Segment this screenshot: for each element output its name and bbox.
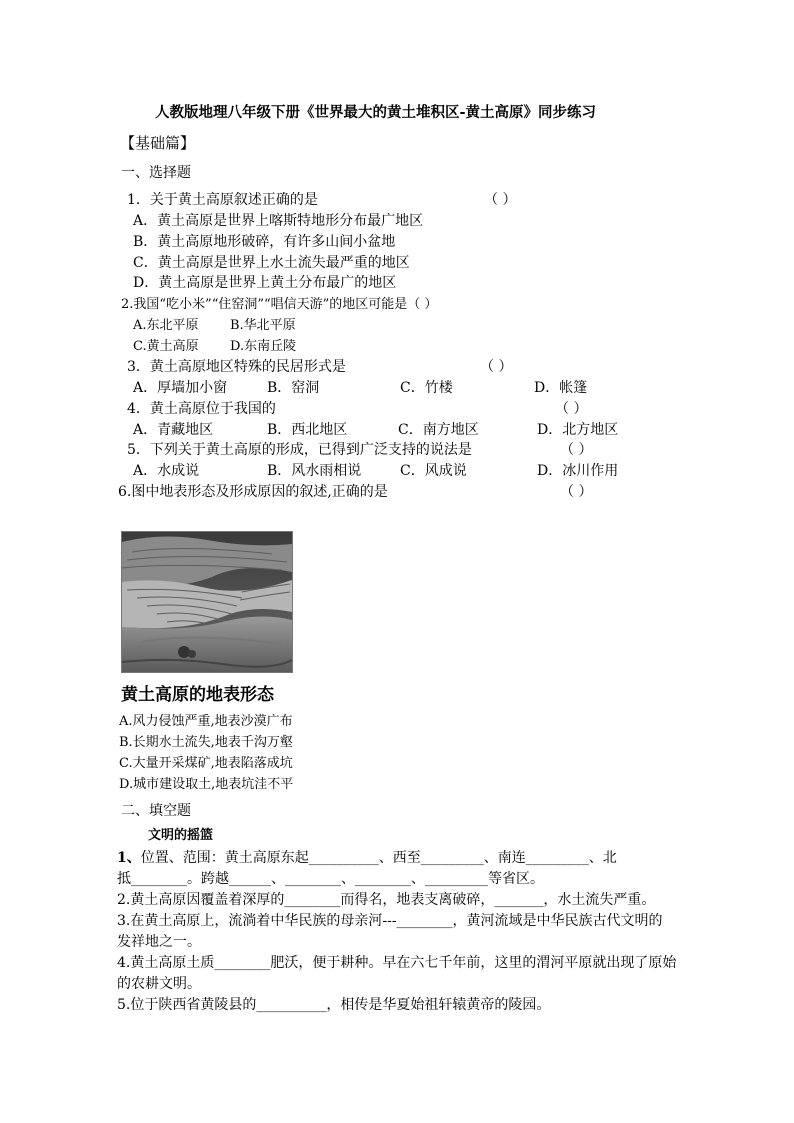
fill-4-line-2: 的农耕文明。 bbox=[117, 976, 201, 992]
question-4-option-a: A．青藏地区 bbox=[133, 422, 214, 438]
fill-5: 5.位于陕西省黄陵县的__________，相传是华夏始祖轩辕黄帝的陵园。 bbox=[117, 997, 551, 1013]
question-2-option-b: B.华北平原 bbox=[230, 318, 296, 333]
question-5-option-d: D．冰川作用 bbox=[537, 463, 619, 479]
question-1-option-b: B．黄土高原地形破碎，有许多山间小盆地 bbox=[133, 234, 396, 250]
loess-plateau-photo bbox=[121, 531, 293, 673]
question-1-option-c: C．黄土高原是世界上水土流失最严重的地区 bbox=[133, 255, 410, 271]
question-4-stem: 4．黄土高原位于我国的 bbox=[127, 401, 276, 417]
page-title: 人教版地理八年级下册《世界最大的黄土堆积区-黄土高原》同步练习 bbox=[155, 104, 597, 121]
section-label: 【基础篇】 bbox=[120, 134, 196, 152]
part-two-heading: 二、填空题 bbox=[121, 803, 191, 819]
question-3-option-c: C．竹楼 bbox=[400, 380, 453, 396]
fill-1-text: 位置、范围：黄土高原东起__________、西至_________、南连_________、北 bbox=[140, 850, 617, 866]
fill-3-line-1: 3.在黄土高原上，流淌着中华民族的母亲河---________，黄河流域是中华民族古代文明的 bbox=[117, 913, 663, 929]
fill-4-line-1: 4.黄土高原土质________肥沃，便于耕种。早在六七千年前，这里的渭河平原就出现了原始 bbox=[117, 955, 677, 971]
question-4-option-b: B．西北地区 bbox=[267, 422, 348, 438]
question-4-answer-paren: （ ） bbox=[555, 401, 588, 417]
question-3-option-d: D．帐篷 bbox=[534, 380, 588, 396]
question-6-answer-paren: （ ） bbox=[560, 484, 593, 500]
photo-caption: 黄土高原的地表形态 bbox=[121, 685, 274, 705]
question-6-option-c: C.大量开采煤矿,地表陷落成坑 bbox=[119, 756, 293, 771]
question-1-option-d: D．黄土高原是世界上黄土分布最广的地区 bbox=[133, 275, 397, 291]
fill-3-line-2: 发祥地之一。 bbox=[117, 934, 201, 950]
question-2-stem: 2.我国“吃小米”“住窑洞”“唱信天游”的地区可能是（ ） bbox=[121, 297, 438, 312]
question-2-option-a: A.东北平原 bbox=[133, 318, 199, 333]
question-5-option-b: B．风水雨相说 bbox=[267, 463, 362, 479]
question-6-stem: 6.图中地表形态及形成原因的叙述,正确的是 bbox=[118, 484, 388, 500]
question-5-option-c: C．风成说 bbox=[400, 463, 467, 479]
question-6-option-a: A.风力侵蚀严重,地表沙漠广布 bbox=[119, 714, 293, 729]
question-1-option-a: A．黄土高原是世界上喀斯特地形分布最广地区 bbox=[133, 213, 424, 229]
question-5-stem: 5．下列关于黄土高原的形成，已得到广泛支持的说法是 bbox=[127, 442, 472, 458]
question-5-answer-paren: （ ） bbox=[560, 442, 593, 458]
part-one-heading: 一、选择题 bbox=[121, 165, 191, 181]
fill-1-line-1 bbox=[117, 848, 617, 868]
question-3-stem: 3．黄土高原地区特殊的民居形式是 bbox=[127, 359, 346, 375]
question-4-option-d: D．北方地区 bbox=[537, 422, 619, 438]
question-1-stem: 1．关于黄土高原叙述正确的是 bbox=[127, 192, 318, 208]
question-2-option-c: C.黄土高原 bbox=[133, 339, 199, 354]
question-6-option-b: B.长期水土流失,地表千沟万壑 bbox=[119, 735, 293, 750]
question-3-option-b: B．窑洞 bbox=[267, 380, 320, 396]
subsection-title: 文明的摇篮 bbox=[148, 828, 214, 843]
question-2-option-d: D.东南丘陵 bbox=[230, 339, 297, 354]
fill-2: 2.黄土高原因覆盖着深厚的________而得名，地表支离破碎，_______，水土流失严重。 bbox=[117, 892, 656, 908]
fill-1-line-2: 抵________。跨越______、________、________、_________等省区。 bbox=[117, 871, 544, 887]
question-6-option-d: D.城市建设取土,地表坑洼不平 bbox=[119, 777, 294, 792]
question-3-option-a: A．厚墙加小窗 bbox=[133, 380, 228, 396]
fill-1-number: 1、 bbox=[117, 850, 141, 866]
question-1-answer-paren: （ ） bbox=[484, 192, 517, 208]
question-5-option-a: A．水成说 bbox=[133, 463, 200, 479]
question-3-answer-paren: （ ） bbox=[480, 359, 513, 375]
question-4-option-c: C．南方地区 bbox=[398, 422, 479, 438]
